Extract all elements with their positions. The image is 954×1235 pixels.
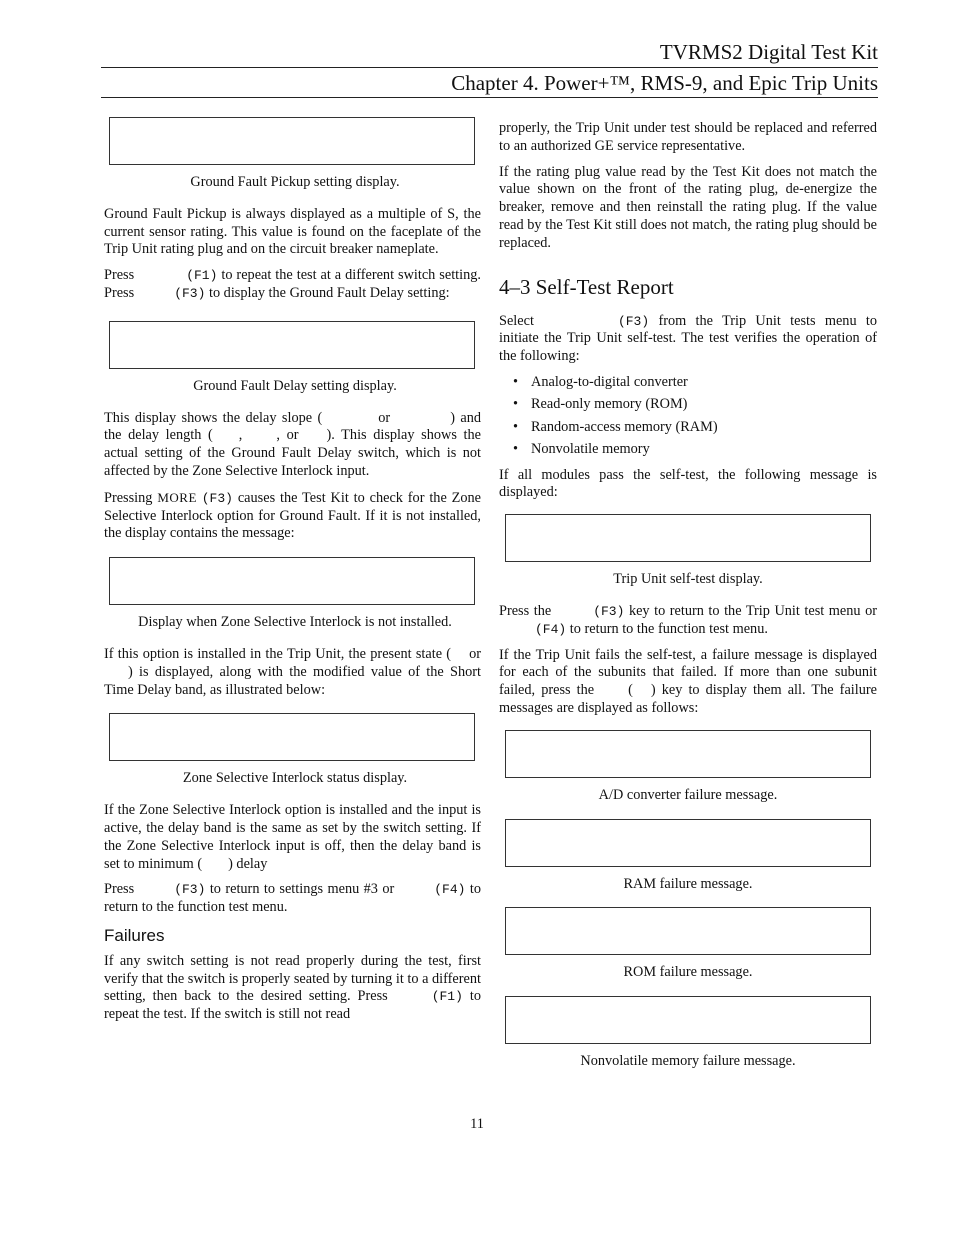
- lcd-display-zsi-status: [109, 713, 475, 761]
- list-item: • Random-access memory (RAM): [513, 419, 877, 437]
- list-item: • Nonvolatile memory: [513, 441, 877, 459]
- lcd-display-self-test: [505, 514, 871, 562]
- paragraph: If the rating plug value read by the Test Kit does not match the value shown on the front of the rating plug, de-energize the breaker, remove and then reinstall the rating plug. If the value read by the Test Kit still does not match, the rating plug should be replaced.: [499, 163, 877, 251]
- figure-caption: Display when Zone Selective Interlock is not installed.: [138, 614, 452, 631]
- figure-caption: Nonvolatile memory failure message.: [580, 1053, 796, 1070]
- right-column: [499, 120, 877, 1085]
- section-heading: 4–3 Self-Test Report: [499, 274, 674, 299]
- paragraph: If any switch setting is not read properly during the test, first verify that the switch is properly seated by turning it to a different setting, then back to the desired setting. Press (F1) to repeat the test. If the switch is still not read: [104, 952, 481, 1023]
- running-header-chapter: Chapter 4. Power+™, RMS-9, and Epic Trip Units: [451, 71, 878, 95]
- paragraph: Pressing MORE (F3) causes the Test Kit to check for the Zone Selective Interlock option for Ground Fault. If it is not installed, the display contains the message:: [104, 489, 482, 542]
- lcd-display-rom-failure: [505, 907, 871, 955]
- paragraph: Ground Fault Pickup is always displayed as a multiple of S, the current sensor rating. This value is found on the faceplate of the Trip Unit rating plug and on the circuit breaker nameplate.: [104, 205, 481, 258]
- paragraph: This display shows the delay slope ( or ) and the delay length ( , , or ). This display shows the actual setting of the Ground Fault Delay switch, which is not affected by the Zone Selective Interlock input.: [104, 409, 481, 479]
- figure-caption: Trip Unit self-test display.: [613, 571, 763, 588]
- figure-caption: Ground Fault Pickup setting display.: [190, 174, 400, 190]
- figure-caption: RAM failure message.: [623, 875, 753, 892]
- paragraph: If all modules pass the self-test, the following message is displayed:: [499, 466, 877, 501]
- paragraph: If the Trip Unit fails the self-test, a failure message is displayed for each of the subunits that failed. If more than one subunit failed, press the ( ) key to display them all. The failure messages are displayed as follows:: [499, 646, 877, 717]
- list-item: • Analog-to-digital converter: [513, 374, 877, 392]
- left-column: [104, 117, 481, 1032]
- page-number: 11: [470, 1116, 484, 1132]
- lcd-display-zsi-not-installed: [109, 557, 475, 605]
- paragraph: Press the (F3) key to return to the Trip Unit test menu or(F4) to return to the function test menu.: [499, 603, 877, 637]
- paragraph: If the Zone Selective Interlock option is installed and the input is active, the delay band is the same as set by the switch setting. If the Zone Selective Interlock input is off, then the delay band is set to minimum ( ) delay: [104, 802, 481, 872]
- lcd-display-ram-failure: [505, 819, 871, 867]
- lcd-display-nonvolatile-failure: [505, 996, 871, 1044]
- figure-caption: Zone Selective Interlock status display.: [182, 770, 408, 787]
- figure-caption: ROM failure message.: [623, 964, 753, 981]
- section-subheading: Failures: [104, 925, 165, 945]
- figure-caption: Ground Fault Delay setting display.: [193, 377, 397, 394]
- paragraph: properly, the Trip Unit under test should be replaced and referred to an authorized GE service representative.: [499, 120, 877, 154]
- list-item: • Read-only memory (ROM): [513, 396, 877, 414]
- running-header-title: TVRMS2 Digital Test Kit: [659, 40, 878, 64]
- lcd-display-gf-delay: [109, 321, 475, 369]
- paragraph: Press (F3) to return to settings menu #3 or (F4) to return to the function test menu.: [104, 881, 481, 916]
- header-rule: [101, 67, 878, 68]
- lcd-display-gf-pickup: [109, 117, 475, 165]
- paragraph: Select (F3) from the Trip Unit tests menu to initiate the Trip Unit self-test. The test verifies the operation of the following:: [499, 312, 878, 365]
- paragraph: Press (F1) to repeat the test at a different switch setting. Press (F3) to display the Ground Fault Delay setting:: [104, 267, 481, 301]
- lcd-display-ad-failure: [505, 730, 871, 778]
- figure-caption: A/D converter failure message.: [598, 786, 778, 803]
- header-rule: [101, 97, 878, 98]
- paragraph: If this option is installed in the Trip Unit, the present state ( or) is displayed, along with the modified value of the Short Time Delay band, as illustrated below:: [104, 645, 481, 698]
- bullet-list: [499, 374, 877, 459]
